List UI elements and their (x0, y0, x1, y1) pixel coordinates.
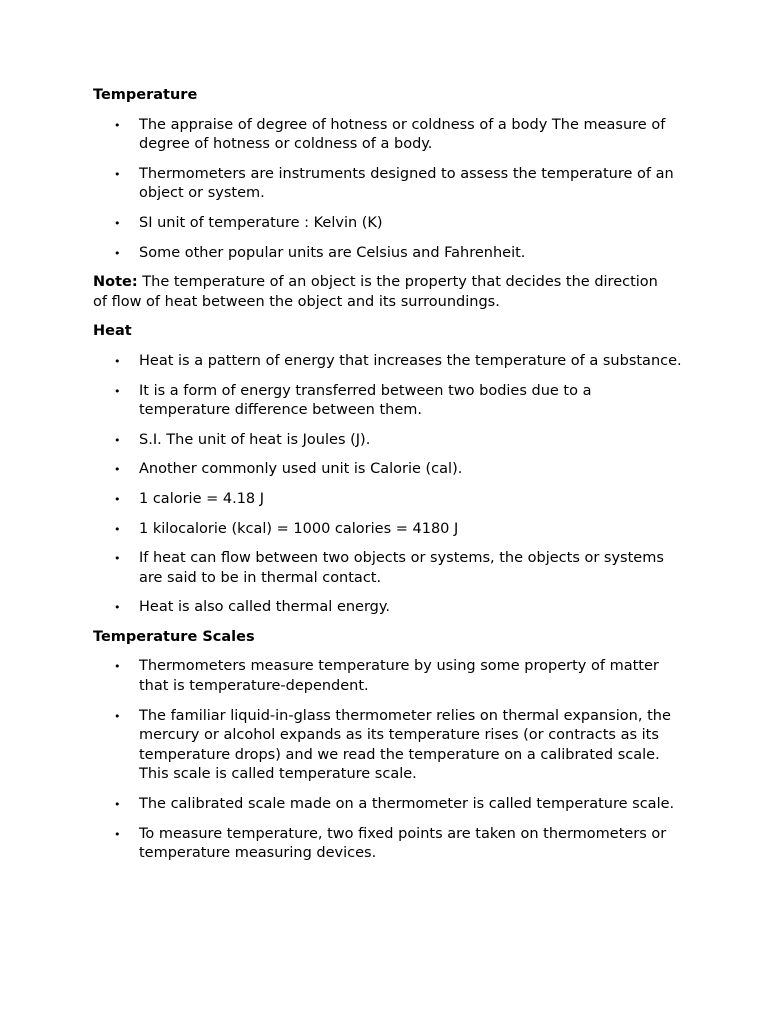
list-item (93, 707, 685, 785)
bullet-icon: • (114, 354, 121, 368)
list-item (93, 214, 685, 234)
list-item-text: SI unit of temperature : Kelvin (K) (139, 214, 383, 231)
list-item-text: Heat is also called thermal energy. (139, 599, 391, 616)
list-item-text: S.I. The unit of heat is Joules (J). (139, 431, 371, 448)
list-item-text: 1 calorie = 4.18 J (139, 490, 265, 507)
bullet-icon: • (114, 167, 121, 181)
bullet-icon: • (114, 433, 121, 447)
list-item-text: If heat can flow between two objects or systems, the objects or systems are said to be in thermal contact. (139, 550, 664, 586)
list-item-text: Thermometers are instruments designed to assess the temperature of an object or system. (139, 165, 674, 202)
bullet-icon: • (114, 798, 121, 812)
section-heading-temperature-scales: Temperature Scales (93, 628, 255, 645)
list-item (93, 657, 685, 696)
list-item-text: The calibrated scale made on a thermometer is called temperature scale. (139, 796, 675, 813)
list-item (93, 244, 685, 264)
list-item (93, 165, 685, 204)
note-paragraph (93, 273, 668, 312)
bullet-icon: • (114, 827, 121, 841)
bullet-icon: • (114, 522, 121, 536)
list-item-text: Some other popular units are Celsius and Fahrenheit. (139, 244, 526, 261)
list-item-text: To measure temperature, two fixed points are taken on thermometers or temperature measuring devices. (139, 825, 667, 862)
note-text: The temperature of an object is the property that decides the direction of flow of heat between the object and its surroundings. (93, 274, 658, 310)
temperature-bullet-list (93, 116, 768, 264)
list-item-text: Another commonly used unit is Calorie (cal). (139, 461, 463, 478)
list-item (93, 795, 685, 815)
note-label: Note: (93, 274, 138, 291)
list-item (93, 431, 685, 451)
list-item (93, 352, 685, 372)
list-item-text: It is a form of energy transferred between two bodies due to a temperature difference between them. (139, 382, 592, 419)
list-item-text: Thermometers measure temperature by using some property of matter that is temperature-dependent. (139, 658, 659, 695)
list-item (93, 825, 685, 864)
bullet-icon: • (114, 709, 121, 723)
scales-bullet-list (93, 657, 768, 863)
bullet-icon: • (114, 463, 121, 477)
list-item (93, 382, 685, 421)
list-item (93, 520, 685, 540)
bullet-icon: • (114, 118, 121, 132)
bullet-icon: • (114, 384, 121, 398)
list-item-text: Heat is a pattern of energy that increases the temperature of a substance. (139, 352, 682, 369)
section-heading-temperature: Temperature (93, 87, 198, 103)
bullet-icon: • (114, 601, 121, 615)
list-item (93, 598, 685, 618)
bullet-icon: • (114, 492, 121, 506)
list-item-text: 1 kilocalorie (kcal) = 1000 calories = 4180 J (139, 520, 459, 537)
list-item (93, 116, 685, 155)
bullet-icon: • (114, 660, 121, 674)
list-item (93, 549, 685, 588)
section-heading-heat: Heat (93, 323, 132, 340)
heat-bullet-list (93, 352, 768, 618)
list-item (93, 460, 685, 480)
list-item (93, 490, 685, 510)
list-item-text: The familiar liquid-in-glass thermometer relies on thermal expansion, the mercury or alcohol expands as its temperature rises (or contracts as its temperature drops) and we read the temperature on a calibrated scale. This scale is called temperature scale. (139, 707, 671, 783)
bullet-icon: • (114, 216, 121, 230)
bullet-icon: • (114, 246, 121, 260)
bullet-icon: • (114, 552, 121, 566)
list-item-text: The appraise of degree of hotness or coldness of a body The measure of degree of hotness or coldness of a body. (139, 116, 666, 153)
